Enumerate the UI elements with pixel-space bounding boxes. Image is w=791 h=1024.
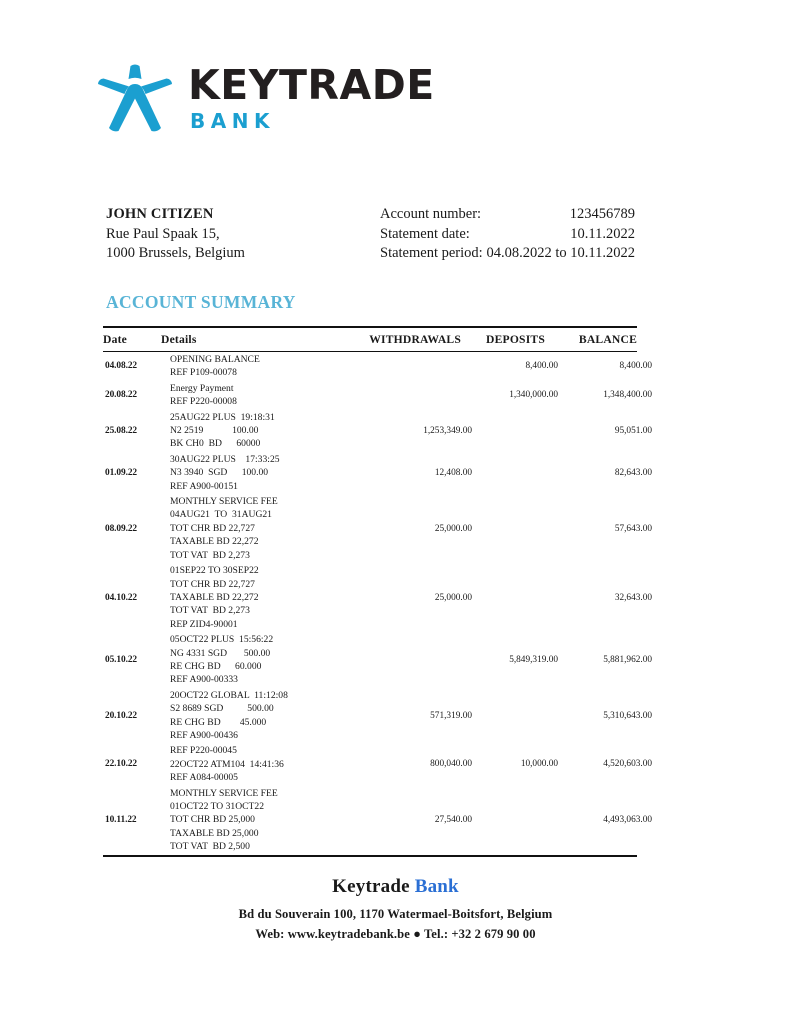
detail-line: 01OCT22 TO 31OCT22 — [170, 801, 264, 812]
brand-name-primary: KEYTRADE — [188, 61, 435, 109]
detail-line: REF A900-00151 — [170, 480, 238, 492]
cell-details — [164, 494, 367, 563]
statement-meta-block — [380, 205, 635, 264]
cell-deposits — [473, 786, 559, 855]
detail-line: RE CHG BD 60.000 — [170, 660, 262, 672]
cell-balance: 95,051.00 — [614, 425, 652, 436]
table-row — [103, 410, 652, 452]
cell-withdrawals: 12,408.00 — [434, 467, 472, 478]
table-row — [103, 381, 652, 410]
detail-line: TOT VAT BD 2,500 — [170, 841, 250, 853]
table-row — [103, 494, 652, 563]
cell-withdrawals: 27,540.00 — [434, 815, 472, 826]
cell-details — [164, 410, 367, 452]
statement-date-label: Statement date: — [380, 225, 470, 242]
detail-line: S2 8689 SGD 500.00 — [170, 703, 274, 715]
cell-details — [164, 563, 367, 632]
cell-details — [164, 352, 367, 381]
footer-web-tel: Web: www.keytradebank.be ● Tel.: +32 2 679 90 00 — [255, 927, 536, 941]
cell-deposits — [473, 410, 559, 452]
table-row — [103, 632, 652, 688]
account-number-label: Account number: — [380, 206, 482, 222]
cell-balance: 5,310,643.00 — [603, 710, 652, 721]
table-rule-bottom — [103, 855, 637, 857]
account-number-row — [380, 205, 635, 225]
brand-wordmark — [188, 61, 435, 133]
cell-balance: 82,643.00 — [614, 467, 652, 478]
cell-balance: 32,643.00 — [614, 592, 652, 603]
cell-balance: 5,881,962.00 — [603, 654, 652, 665]
cell-withdrawals: 571,319.00 — [430, 710, 472, 721]
customer-address-line2: 1000 Brussels, Belgium — [106, 245, 245, 261]
statement-date-row — [380, 225, 635, 245]
detail-line: TOT VAT BD 2,273 — [170, 605, 250, 617]
detail-line: REF A084-00005 — [170, 772, 238, 784]
table-header-row — [103, 328, 637, 351]
cell-balance: 8,400.00 — [619, 361, 652, 372]
detail-line: REF P109-00078 — [170, 367, 237, 379]
statement-period-row — [380, 244, 635, 264]
detail-line: 25AUG22 PLUS 19:18:31 — [170, 411, 275, 423]
cell-deposits — [473, 563, 559, 632]
detail-line: 30AUG22 PLUS 17:33:25 — [170, 453, 280, 465]
customer-name: JOHN CITIZEN — [106, 206, 214, 222]
table-body — [103, 352, 652, 855]
cell-date: 01.09.22 — [105, 467, 138, 478]
cell-deposits: 10,000.00 — [520, 759, 558, 770]
keytrade-star-figure-icon — [96, 62, 174, 134]
cell-balance: 57,643.00 — [614, 523, 652, 534]
cell-date: 20.08.22 — [105, 390, 138, 401]
detail-line: TOT CHR BD 25,000 — [170, 814, 255, 826]
cell-balance: 4,520,603.00 — [603, 759, 652, 770]
detail-line: TOT CHR BD 22,727 — [170, 522, 255, 534]
cell-withdrawals: 25,000.00 — [434, 592, 472, 603]
detail-line: 05OCT22 PLUS 15:56:22 — [170, 634, 274, 646]
detail-line: OPENING BALANCE — [170, 354, 260, 365]
cell-details — [164, 786, 367, 855]
detail-line: TAXABLE BD 22,272 — [170, 591, 259, 603]
detail-line: 01SEP22 TO 30SEP22 — [170, 565, 259, 577]
account-number-value: 123456789 — [569, 206, 635, 222]
detail-line: 22OCT22 ATM104 14:41:36 — [170, 758, 284, 770]
detail-line: MONTHLY SERVICE FEE — [170, 787, 278, 799]
statement-date-value: 10.11.2022 — [570, 225, 635, 242]
page-footer — [0, 876, 791, 942]
detail-line: REF A900-00436 — [170, 729, 238, 741]
detail-line: TAXABLE BD 25,000 — [170, 827, 259, 839]
detail-line: NG 4331 SGD 500.00 — [170, 647, 271, 659]
detail-line: TAXABLE BD 22,272 — [170, 536, 259, 548]
cell-deposits: 5,849,319.00 — [509, 654, 558, 665]
column-header-details: Details — [161, 333, 197, 346]
column-header-balance: BALANCE — [578, 333, 637, 346]
footer-bank-name-dark: Keytrade — [332, 876, 410, 897]
table-row — [103, 452, 652, 494]
statement-period-value: 04.08.2022 to 10.11.2022 — [486, 245, 635, 261]
table-row — [103, 786, 652, 855]
customer-address-line1: Rue Paul Spaak 15, — [106, 225, 220, 242]
cell-withdrawals: 25,000.00 — [434, 523, 472, 534]
cell-deposits — [473, 494, 559, 563]
detail-line: REF P220-00008 — [170, 396, 237, 408]
table-row — [103, 563, 652, 632]
cell-date: 04.10.22 — [105, 592, 138, 603]
detail-line: BK CH0 BD 60000 — [170, 438, 261, 450]
detail-line: N2 2519 100.00 — [170, 425, 259, 437]
cell-withdrawals: 800,040.00 — [430, 759, 472, 770]
cell-date: 10.11.22 — [105, 815, 137, 826]
detail-line: 20OCT22 GLOBAL 11:12:08 — [170, 689, 288, 701]
cell-deposits: 8,400.00 — [525, 361, 558, 372]
cell-details — [164, 381, 367, 410]
transactions-table-wrap — [103, 326, 652, 857]
cell-deposits — [473, 452, 559, 494]
transactions-body-table — [103, 352, 652, 855]
detail-line: REF P220-00045 — [170, 745, 237, 757]
column-header-date: Date — [103, 333, 127, 346]
detail-line: REF A900-00333 — [170, 674, 238, 686]
statement-period-label: Statement period: — [380, 245, 483, 261]
cell-date: 05.10.22 — [105, 654, 138, 665]
cell-details — [164, 452, 367, 494]
detail-line: TOT VAT BD 2,273 — [170, 549, 250, 561]
cell-date: 25.08.22 — [105, 425, 138, 436]
cell-withdrawals — [367, 381, 473, 410]
page-title: ACCOUNT SUMMARY — [106, 292, 296, 312]
cell-deposits: 1,340,000.00 — [509, 390, 558, 401]
footer-bank-name — [0, 876, 791, 898]
table-row — [103, 688, 652, 744]
detail-line: TOT CHR BD 22,727 — [170, 578, 255, 590]
cell-balance: 4,493,063.00 — [603, 815, 652, 826]
cell-deposits — [473, 688, 559, 744]
column-header-withdrawals: WITHDRAWALS — [369, 333, 461, 346]
detail-line: REP ZID4-90001 — [170, 618, 238, 630]
detail-line: 04AUG21 TO 31AUG21 — [170, 509, 272, 521]
detail-line: N3 3940 SGD 100.00 — [170, 467, 269, 479]
detail-line: MONTHLY SERVICE FEE — [170, 496, 278, 508]
table-header — [103, 328, 637, 351]
detail-line: RE CHG BD 45.000 — [170, 716, 267, 728]
brand-name-secondary: BANK — [190, 109, 275, 133]
brand-logo — [96, 62, 435, 134]
cell-date: 20.10.22 — [105, 710, 138, 721]
cell-withdrawals — [367, 632, 473, 688]
footer-address: Bd du Souverain 100, 1170 Watermael-Boitsfort, Belgium — [238, 907, 553, 921]
cell-withdrawals — [367, 352, 473, 381]
cell-date: 22.10.22 — [105, 759, 138, 770]
cell-details — [164, 688, 367, 744]
detail-line: Energy Payment — [170, 382, 234, 394]
cell-date: 08.09.22 — [105, 523, 138, 534]
column-header-deposits: DEPOSITS — [486, 333, 545, 346]
table-row — [103, 743, 652, 785]
cell-date: 04.08.22 — [105, 361, 138, 372]
cell-details — [164, 632, 367, 688]
cell-withdrawals: 1,253,349.00 — [423, 425, 472, 436]
cell-details — [164, 743, 367, 785]
cell-balance: 1,348,400.00 — [603, 390, 652, 401]
footer-bank-name-blue: Bank — [414, 876, 459, 897]
table-row — [103, 352, 652, 381]
transactions-table — [103, 328, 637, 351]
customer-address-block — [106, 205, 245, 264]
